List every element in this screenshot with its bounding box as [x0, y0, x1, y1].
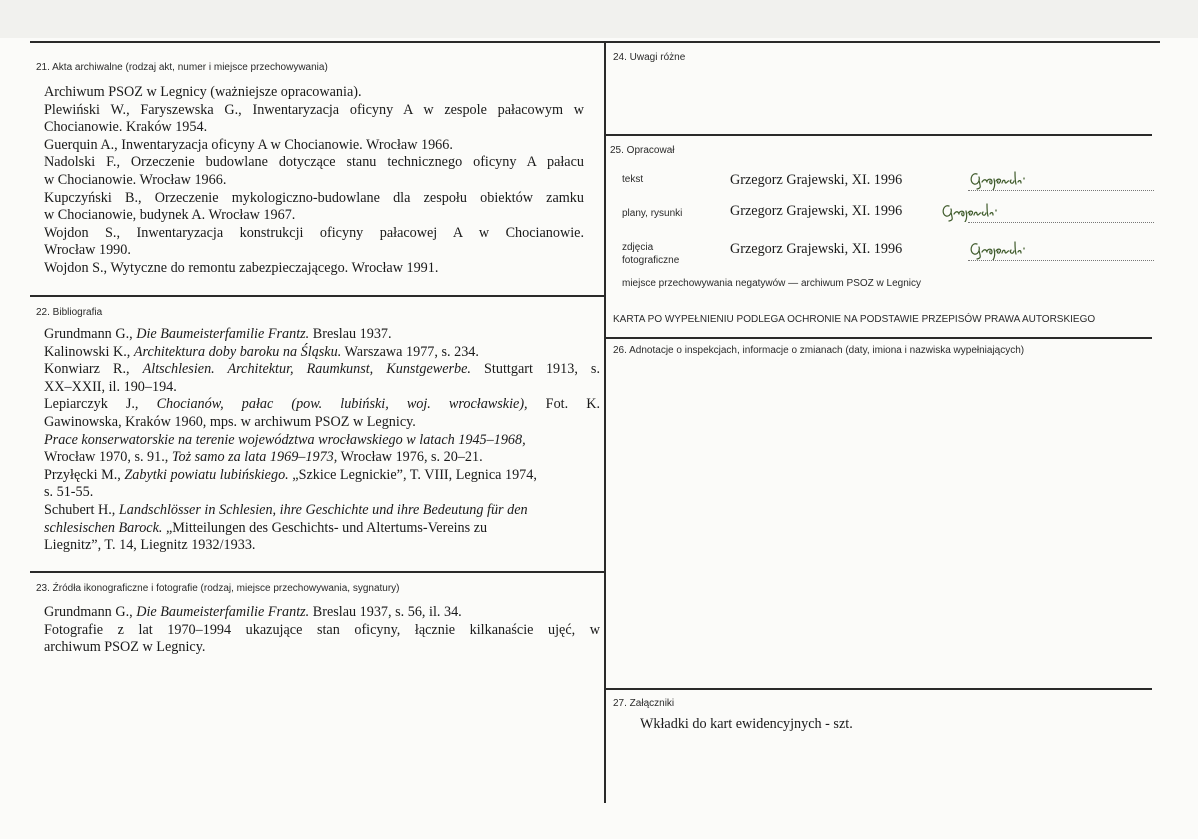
rule-24-25 [606, 134, 1152, 136]
section-25-heading: 25. Opracował [610, 145, 675, 156]
bibliography-line: Konwiarz R., Altschlesien. Architektur, Raumkunst, Kunstgewerbe. Stuttgart 1913, s. [44, 361, 600, 378]
author-value: Grzegorz Grajewski, XI. 1996 [730, 172, 903, 188]
signature-line [968, 190, 1154, 191]
archive-line: Archiwum PSOZ w Legnicy (ważniejsze opracowania). [44, 84, 362, 100]
section-21-heading: 21. Akta archiwalne (rodzaj akt, numer i miejsce przechowywania) [36, 62, 328, 73]
copyright-notice: KARTA PO WYPEŁNIENIU PODLEGA OCHRONIE NA PODSTAWIE PRZEPISÓW PRAWA AUTORSKIEGO [613, 314, 1096, 325]
bibliography-line: Kalinowski K., Architektura doby baroku na Śląsku. Warszawa 1977, s. 234. [44, 343, 479, 360]
section-26-heading: 26. Adnotacje o inspekcjach, informacje o zmianach (daty, imiona i nazwiska wypełniających) [613, 345, 1025, 356]
section-23-heading: 23. Źródła ikonograficzne i fotografie (rodzaj, miejsce przechowywania, sygnatury) [36, 583, 400, 594]
bibliography-line: Lepiarczyk J., Chocianów, pałac (pow. lubiński, woj. wrocławskie), Fot. K. [44, 396, 601, 413]
section-21-body [44, 84, 584, 278]
author-value: Grzegorz Grajewski, XI. 1996 [730, 203, 903, 219]
bibliography-line: Schubert H., Landschlösser in Schlesien, ihre Geschichte und ihre Bedeutung für den [44, 501, 528, 518]
archive-line: Wrocław 1990. [44, 242, 131, 259]
row-label-plany: plany, rysunki [622, 208, 683, 219]
archive-line: Wojdon S., Inwentaryzacja konstrukcji oficyny pałacowej A w Chocianowie. [44, 224, 584, 241]
bibliography-line: XX–XXII, il. 190–194. [44, 378, 177, 395]
archive-line: w Chocianowie. Wrocław 1966. [44, 171, 227, 188]
row-label-zdjecia-1: zdjęcia [622, 242, 654, 253]
attachments-text: Wkładki do kart ewidencyjnych - szt. [640, 716, 853, 732]
iconography-line: Fotografie z lat 1970–1994 ukazujące stan oficyny, łącznie kilkanaście ujęć, w [44, 621, 600, 638]
bibliography-line: s. 51-55. [44, 484, 94, 501]
iconography-line: archiwum PSOZ w Legnicy. [44, 639, 206, 656]
bibliography-line: Grundmann G., Die Baumeisterfamilie Frantz. Breslau 1937. [44, 326, 392, 342]
bibliography-line: Prace konserwatorskie na terenie województwa wrocławskiego w latach 1945–1968, [44, 431, 526, 448]
bibliography-line: Gawinowska, Kraków 1960, mps. w archiwum PSOZ w Legnicy. [44, 413, 416, 430]
archive-line: Guerquin A., Inwentaryzacja oficyny A w Chocianowie. Wrocław 1966. [44, 136, 453, 153]
rule-26-27 [606, 688, 1152, 690]
bibliography-line: schlesischen Barock. „Mitteilungen des Geschichts- und Altertums-Vereins zu [44, 519, 488, 536]
archive-line: Chocianowie. Kraków 1954. [44, 119, 208, 136]
archive-line: Kupczyński B., Orzeczenie mykologiczno-budowlane dla zespołu obiektów zamku [44, 189, 584, 206]
negatives-location: miejsce przechowywania negatywów — archiwum PSOZ w Legnicy [622, 278, 922, 289]
iconography-line: Grundmann G., Die Baumeisterfamilie Frantz. Breslau 1937, s. 56, il. 34. [44, 604, 462, 620]
archive-line: w Chocianowie, budynek A. Wrocław 1967. [44, 207, 296, 224]
handwritten-signature [940, 200, 1016, 222]
section-22-heading: 22. Bibliografia [36, 307, 103, 318]
author-value: Grzegorz Grajewski, XI. 1996 [730, 241, 903, 257]
section-23-body [44, 604, 600, 657]
archive-line: Plewiński W., Faryszewska G., Inwentaryzacja oficyny A w zespole pałacowym w [44, 101, 584, 118]
handwritten-signature [968, 238, 1044, 260]
bibliography-line: Przyłęcki M., Zabytki powiatu lubińskiego. „Szkice Legnickie”, T. VIII, Legnica 1974, [44, 466, 537, 483]
handwritten-signature [968, 168, 1044, 190]
section-27-heading: 27. Załączniki [613, 698, 675, 709]
archive-line: Nadolski F., Orzeczenie budowlane dotyczące stanu technicznego oficyny A pałacu [44, 154, 584, 171]
signature-line [968, 260, 1154, 261]
bibliography-line: Wrocław 1970, s. 91., Toż samo za lata 1969–1973, Wrocław 1976, s. 20–21. [44, 449, 483, 466]
signature-line [968, 222, 1154, 223]
scan-top-band [0, 0, 1198, 38]
row-label-tekst: tekst [622, 174, 644, 185]
archive-line: Wojdon S., Wytyczne do remontu zabezpieczającego. Wrocław 1991. [44, 259, 439, 276]
section-22-body [44, 326, 600, 555]
row-label-zdjecia-2: fotograficzne [622, 255, 680, 266]
top-rule [30, 41, 1160, 43]
rule-21-22 [30, 295, 604, 297]
bibliography-line: Liegnitz”, T. 14, Liegnitz 1932/1933. [44, 537, 256, 554]
rule-25-26 [606, 337, 1152, 339]
rule-22-23 [30, 571, 604, 573]
section-24-heading: 24. Uwagi różne [613, 52, 686, 63]
